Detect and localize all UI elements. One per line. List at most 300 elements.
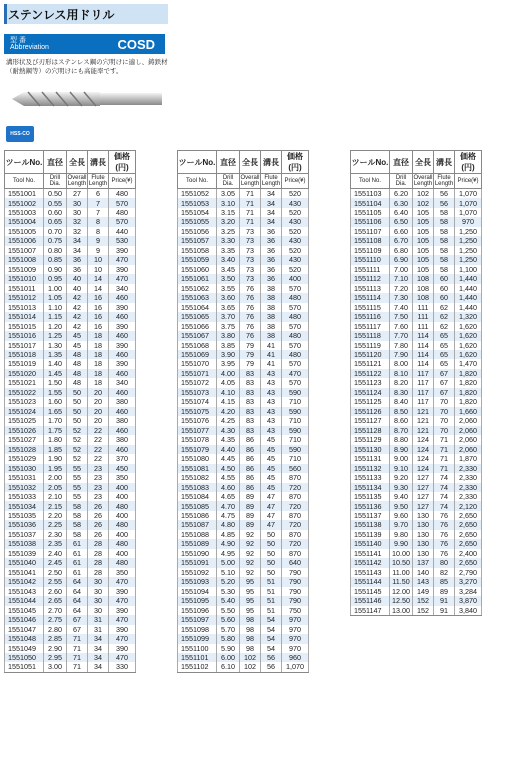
table-row [178, 312, 309, 321]
cell-overall-length: 152 [413, 606, 434, 616]
table-row [351, 255, 482, 264]
cell-flute-length: 14 [88, 274, 109, 283]
table-row [178, 520, 309, 529]
cell-price: 2,120 [455, 501, 482, 510]
cell-flute-length: 43 [261, 416, 282, 425]
cell-overall-length: 108 [413, 284, 434, 293]
header-price-en: Price(¥) [282, 174, 309, 189]
cell-overall-length: 130 [413, 530, 434, 539]
cell-drill-dia: 7.10 [390, 274, 413, 283]
cell-tool-no: 1551130 [351, 445, 390, 454]
cell-drill-dia: 9.10 [390, 464, 413, 473]
cell-price: 570 [282, 322, 309, 331]
table-row [5, 416, 136, 425]
table-row [5, 246, 136, 255]
header-dia: 直径 [44, 151, 67, 174]
header-tool-no-en: Tool No. [5, 174, 44, 189]
cell-price: 870 [282, 473, 309, 482]
table-row [351, 246, 482, 255]
cell-flute-length: 34 [88, 662, 109, 672]
cell-tool-no: 1551058 [178, 246, 217, 255]
cell-price: 460 [109, 426, 136, 435]
cell-price: 400 [109, 549, 136, 558]
table-row [178, 407, 309, 416]
cell-flute-length: 18 [88, 350, 109, 359]
cell-overall-length: 105 [413, 255, 434, 264]
cell-price: 1,620 [455, 322, 482, 331]
cell-flute-length: 47 [261, 511, 282, 520]
cell-overall-length: 86 [240, 464, 261, 473]
cell-price: 1,070 [455, 198, 482, 207]
cell-overall-length: 114 [413, 350, 434, 359]
cell-price: 2,330 [455, 464, 482, 473]
cell-tool-no: 1551127 [351, 416, 390, 425]
table-row [178, 454, 309, 463]
cell-flute-length: 20 [88, 397, 109, 406]
cell-drill-dia: 7.90 [390, 350, 413, 359]
cell-overall-length: 30 [67, 198, 88, 207]
table-row [351, 530, 482, 539]
cell-tool-no: 1551043 [5, 587, 44, 596]
cell-flute-length: 30 [88, 606, 109, 615]
cell-drill-dia: 2.10 [44, 492, 67, 501]
table-row [178, 464, 309, 473]
cell-tool-no: 1551064 [178, 303, 217, 312]
cell-flute-length: 45 [261, 483, 282, 492]
cell-overall-length: 64 [67, 596, 88, 605]
cell-overall-length: 73 [240, 227, 261, 236]
cell-flute-length: 30 [88, 587, 109, 596]
header-flute: 溝長 [434, 151, 455, 174]
cell-flute-length: 74 [434, 501, 455, 510]
cell-price: 430 [282, 255, 309, 264]
cell-tool-no: 1551040 [5, 558, 44, 567]
table-row [178, 530, 309, 539]
cell-price: 430 [282, 236, 309, 245]
cell-drill-dia: 4.00 [217, 369, 240, 378]
cell-price: 710 [282, 416, 309, 425]
cell-flute-length: 26 [88, 520, 109, 529]
cell-tool-no: 1551102 [178, 662, 217, 672]
cell-drill-dia: 1.30 [44, 341, 67, 350]
cell-flute-length: 74 [434, 492, 455, 501]
cell-overall-length: 55 [67, 483, 88, 492]
cell-price: 570 [282, 303, 309, 312]
table-row [351, 284, 482, 293]
cell-overall-length: 76 [240, 322, 261, 331]
cell-drill-dia: 4.10 [217, 388, 240, 397]
cell-drill-dia: 2.20 [44, 511, 67, 520]
cell-tool-no: 1551098 [178, 625, 217, 634]
cell-drill-dia: 6.80 [390, 246, 413, 255]
cell-overall-length: 83 [240, 416, 261, 425]
cell-drill-dia: 6.30 [390, 198, 413, 207]
cell-price: 2,650 [455, 511, 482, 520]
cell-price: 2,650 [455, 558, 482, 567]
cell-flute-length: 16 [88, 322, 109, 331]
table-row [5, 255, 136, 264]
cell-overall-length: 89 [240, 520, 261, 529]
table-row [351, 217, 482, 226]
cell-price: 3,284 [455, 587, 482, 596]
cell-flute-length: 23 [88, 483, 109, 492]
cell-overall-length: 73 [240, 274, 261, 283]
cell-tool-no: 1551095 [178, 596, 217, 605]
cell-overall-length: 102 [413, 189, 434, 199]
table-row [351, 454, 482, 463]
header-tool-no: ツールNo. [5, 151, 44, 174]
cell-flute-length: 28 [88, 558, 109, 567]
cell-flute-length: 38 [261, 331, 282, 340]
table-row [5, 662, 136, 672]
cell-drill-dia: 9.70 [390, 520, 413, 529]
cell-drill-dia: 9.30 [390, 483, 413, 492]
cell-price: 400 [109, 511, 136, 520]
cell-flute-length: 56 [261, 662, 282, 672]
table-row [351, 596, 482, 605]
cell-flute-length: 38 [261, 303, 282, 312]
cell-flute-length: 43 [261, 407, 282, 416]
cell-tool-no: 1551088 [178, 530, 217, 539]
cell-drill-dia: 2.60 [44, 587, 67, 596]
table-row [351, 198, 482, 207]
cell-price: 750 [282, 606, 309, 615]
cell-drill-dia: 12.50 [390, 596, 413, 605]
cell-flute-length: 45 [261, 445, 282, 454]
table-row [351, 388, 482, 397]
cell-overall-length: 83 [240, 426, 261, 435]
cell-tool-no: 1551054 [178, 208, 217, 217]
abbreviation-box [4, 34, 165, 54]
cell-overall-length: 127 [413, 473, 434, 482]
cell-overall-length: 71 [67, 644, 88, 653]
cell-price: 2,330 [455, 492, 482, 501]
header-length-en: Overall Length [240, 174, 260, 187]
cell-price: 480 [109, 208, 136, 217]
cell-overall-length: 71 [67, 653, 88, 662]
cell-tool-no: 1551038 [5, 539, 44, 548]
cell-tool-no: 1551001 [5, 189, 44, 199]
cell-flute-length: 51 [261, 587, 282, 596]
cell-flute-length: 9 [88, 246, 109, 255]
cell-tool-no: 1551008 [5, 255, 44, 264]
cell-price: 390 [109, 359, 136, 368]
cell-tool-no: 1551004 [5, 217, 44, 226]
cell-flute-length: 70 [434, 407, 455, 416]
table-row [5, 454, 136, 463]
cell-overall-length: 108 [413, 293, 434, 302]
cell-overall-length: 95 [240, 577, 261, 586]
table-row [178, 539, 309, 548]
cell-drill-dia: 0.55 [44, 198, 67, 207]
cell-tool-no: 1551059 [178, 255, 217, 264]
cell-drill-dia: 4.15 [217, 397, 240, 406]
cell-drill-dia: 5.30 [217, 587, 240, 596]
cell-flute-length: 54 [261, 625, 282, 634]
cell-price: 590 [282, 445, 309, 454]
cell-overall-length: 105 [413, 236, 434, 245]
cell-tool-no: 1551081 [178, 464, 217, 473]
cell-overall-length: 114 [413, 359, 434, 368]
cell-flute-length: 38 [261, 293, 282, 302]
cell-flute-length: 74 [434, 473, 455, 482]
cell-tool-no: 1551027 [5, 435, 44, 444]
cell-price: 710 [282, 454, 309, 463]
header-flute: 溝長 [88, 151, 109, 174]
cell-overall-length: 52 [67, 426, 88, 435]
cell-tool-no: 1551090 [178, 549, 217, 558]
cell-overall-length: 50 [67, 416, 88, 425]
cell-drill-dia: 3.40 [217, 255, 240, 264]
cell-tool-no: 1551142 [351, 558, 390, 567]
cell-drill-dia: 6.40 [390, 208, 413, 217]
cell-price: 390 [109, 303, 136, 312]
cell-tool-no: 1551046 [5, 615, 44, 624]
cell-price: 2,060 [455, 435, 482, 444]
table-row [178, 426, 309, 435]
cell-drill-dia: 9.60 [390, 511, 413, 520]
cell-price: 970 [282, 615, 309, 624]
cell-flute-length: 91 [434, 606, 455, 616]
cell-price: 460 [109, 369, 136, 378]
cell-flute-length: 45 [261, 435, 282, 444]
cell-tool-no: 1551045 [5, 606, 44, 615]
header-tool-no-en: Tool No. [351, 174, 390, 189]
cell-flute-length: 22 [88, 454, 109, 463]
cell-price: 970 [282, 625, 309, 634]
cell-tool-no: 1551071 [178, 369, 217, 378]
cell-overall-length: 36 [67, 265, 88, 274]
cell-flute-length: 50 [261, 549, 282, 558]
cell-drill-dia: 3.90 [217, 350, 240, 359]
cell-overall-length: 124 [413, 435, 434, 444]
cell-tool-no: 1551005 [5, 227, 44, 236]
cell-tool-no: 1551010 [5, 274, 44, 283]
cell-flute-length: 18 [88, 359, 109, 368]
cell-price: 720 [282, 501, 309, 510]
cell-price: 2,330 [455, 483, 482, 492]
cell-drill-dia: 8.50 [390, 407, 413, 416]
cell-tool-no: 1551020 [5, 369, 44, 378]
table-row [5, 359, 136, 368]
cell-price: 970 [282, 644, 309, 653]
cell-flute-length: 85 [434, 577, 455, 586]
cell-tool-no: 1551128 [351, 426, 390, 435]
cell-flute-length: 10 [88, 255, 109, 264]
cell-drill-dia: 5.60 [217, 615, 240, 624]
cell-drill-dia: 4.50 [217, 464, 240, 473]
cell-drill-dia: 9.90 [390, 539, 413, 548]
cell-drill-dia: 10.00 [390, 549, 413, 558]
cell-price: 480 [282, 312, 309, 321]
cell-tool-no: 1551091 [178, 558, 217, 567]
table-row [5, 549, 136, 558]
cell-tool-no: 1551111 [351, 265, 390, 274]
cell-tool-no: 1551055 [178, 217, 217, 226]
cell-price: 970 [455, 217, 482, 226]
cell-flute-length: 71 [434, 464, 455, 473]
header-flute-en: Flute Length [434, 174, 454, 187]
cell-drill-dia: 4.45 [217, 454, 240, 463]
cell-overall-length: 73 [240, 236, 261, 245]
cell-tool-no: 1551051 [5, 662, 44, 672]
cell-overall-length: 127 [413, 492, 434, 501]
cell-flute-length: 36 [261, 227, 282, 236]
cell-overall-length: 121 [413, 416, 434, 425]
cell-price: 370 [109, 454, 136, 463]
abbreviation-code: COSD [117, 37, 155, 52]
cell-tool-no: 1551057 [178, 236, 217, 245]
cell-tool-no: 1551104 [351, 198, 390, 207]
cell-price: 480 [109, 558, 136, 567]
table-row [178, 388, 309, 397]
cell-tool-no: 1551103 [351, 189, 390, 199]
cell-drill-dia: 5.50 [217, 606, 240, 615]
cell-overall-length: 86 [240, 483, 261, 492]
cell-price: 590 [282, 407, 309, 416]
header-flute-en: Flute Length [261, 174, 281, 187]
cell-flute-length: 58 [434, 217, 455, 226]
cell-overall-length: 105 [413, 265, 434, 274]
cell-flute-length: 65 [434, 359, 455, 368]
cell-tool-no: 1551029 [5, 454, 44, 463]
cell-price: 1,440 [455, 303, 482, 312]
cell-overall-length: 89 [240, 501, 261, 510]
cell-drill-dia: 8.90 [390, 445, 413, 454]
table-row [178, 596, 309, 605]
cell-price: 430 [282, 198, 309, 207]
cell-tool-no: 1551078 [178, 435, 217, 444]
cell-flute-length: 60 [434, 274, 455, 283]
cell-overall-length: 61 [67, 539, 88, 548]
cell-tool-no: 1551063 [178, 293, 217, 302]
cell-flute-length: 65 [434, 341, 455, 350]
header-price: 価格(円) [455, 151, 482, 174]
cell-drill-dia: 3.75 [217, 322, 240, 331]
cell-drill-dia: 8.20 [390, 378, 413, 387]
cell-overall-length: 61 [67, 549, 88, 558]
cell-overall-length: 55 [67, 492, 88, 501]
cell-flute-length: 50 [261, 568, 282, 577]
table-row [5, 615, 136, 624]
cell-flute-length: 28 [88, 568, 109, 577]
cell-price: 460 [109, 331, 136, 340]
cell-tool-no: 1551101 [178, 653, 217, 662]
cell-drill-dia: 7.40 [390, 303, 413, 312]
cell-drill-dia: 6.20 [390, 189, 413, 199]
table-row [178, 625, 309, 634]
table-row [5, 284, 136, 293]
cell-flute-length: 54 [261, 615, 282, 624]
cell-overall-length: 98 [240, 644, 261, 653]
cell-overall-length: 92 [240, 539, 261, 548]
cell-price: 3,840 [455, 606, 482, 616]
cell-flute-length: 47 [261, 520, 282, 529]
price-table-1 [4, 150, 136, 673]
cell-price: 390 [109, 587, 136, 596]
hss-co-badge: HSS-CO [6, 126, 34, 142]
cell-flute-length: 76 [434, 520, 455, 529]
table-row [351, 312, 482, 321]
cell-flute-length: 18 [88, 378, 109, 387]
cell-flute-length: 30 [88, 577, 109, 586]
cell-price: 520 [282, 208, 309, 217]
cell-drill-dia: 8.30 [390, 388, 413, 397]
cell-price: 870 [282, 492, 309, 501]
cell-tool-no: 1551143 [351, 568, 390, 577]
cell-flute-length: 36 [261, 255, 282, 264]
table-row [178, 615, 309, 624]
cell-price: 1,620 [455, 341, 482, 350]
cell-tool-no: 1551023 [5, 397, 44, 406]
cell-overall-length: 102 [240, 653, 261, 662]
cell-tool-no: 1551099 [178, 634, 217, 643]
cell-price: 350 [109, 473, 136, 482]
table-row [351, 435, 482, 444]
cell-flute-length: 20 [88, 416, 109, 425]
cell-flute-length: 58 [434, 265, 455, 274]
cell-tool-no: 1551096 [178, 606, 217, 615]
cell-overall-length: 32 [67, 217, 88, 226]
cell-tool-no: 1551076 [178, 416, 217, 425]
cell-tool-no: 1551117 [351, 322, 390, 331]
cell-flute-length: 6 [88, 189, 109, 199]
cell-drill-dia: 2.25 [44, 520, 67, 529]
cell-flute-length: 23 [88, 464, 109, 473]
cell-overall-length: 34 [67, 236, 88, 245]
cell-tool-no: 1551073 [178, 388, 217, 397]
cell-tool-no: 1551094 [178, 587, 217, 596]
cell-tool-no: 1551047 [5, 625, 44, 634]
table-row [5, 511, 136, 520]
cell-tool-no: 1551089 [178, 539, 217, 548]
cell-tool-no: 1551048 [5, 634, 44, 643]
cell-drill-dia: 6.90 [390, 255, 413, 264]
cell-price: 870 [282, 511, 309, 520]
table-row [178, 255, 309, 264]
cell-drill-dia: 1.55 [44, 388, 67, 397]
table-row [351, 492, 482, 501]
cell-flute-length: 65 [434, 350, 455, 359]
cell-overall-length: 58 [67, 530, 88, 539]
cell-drill-dia: 3.00 [44, 662, 67, 672]
cell-price: 3,270 [455, 577, 482, 586]
cell-drill-dia: 3.25 [217, 227, 240, 236]
cell-price: 400 [282, 274, 309, 283]
header-flute-en: Flute Length [88, 174, 108, 187]
cell-overall-length: 130 [413, 511, 434, 520]
cell-price: 1,820 [455, 378, 482, 387]
cell-price: 1,470 [455, 359, 482, 368]
cell-flute-length: 14 [88, 284, 109, 293]
cell-flute-length: 43 [261, 397, 282, 406]
cell-drill-dia: 4.55 [217, 473, 240, 482]
cell-tool-no: 1551036 [5, 520, 44, 529]
cell-overall-length: 76 [240, 331, 261, 340]
table-row [5, 445, 136, 454]
cell-drill-dia: 3.20 [217, 217, 240, 226]
cell-flute-length: 34 [88, 644, 109, 653]
cell-tool-no: 1551019 [5, 359, 44, 368]
cell-tool-no: 1551097 [178, 615, 217, 624]
cell-flute-length: 70 [434, 397, 455, 406]
cell-drill-dia: 3.60 [217, 293, 240, 302]
cell-price: 640 [282, 558, 309, 567]
cell-price: 480 [109, 520, 136, 529]
cell-drill-dia: 6.00 [217, 653, 240, 662]
cell-flute-length: 56 [261, 653, 282, 662]
cell-drill-dia: 0.90 [44, 265, 67, 274]
